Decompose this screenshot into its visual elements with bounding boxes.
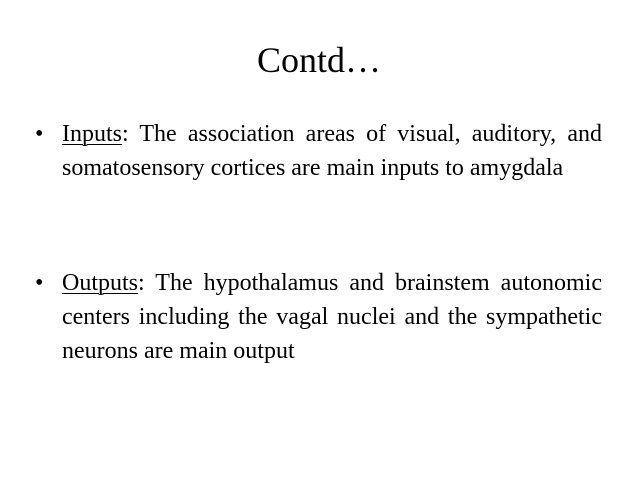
bullet-text-inputs: The association areas of visual, auditory, and somatosensory cortices are main inputs to amygdala — [62, 121, 602, 181]
bullet-separator: : — [138, 270, 145, 296]
slide-title: Contd… — [256, 40, 381, 80]
bullet-term-inputs: Inputs — [62, 121, 122, 147]
bullet-inputs — [35, 117, 602, 185]
bullet-marker: • — [35, 121, 44, 147]
bullet-separator: : — [122, 121, 129, 147]
bullet-text-outputs: The hypothalamus and brainstem autonomic centers including the vagal nuclei and the sympathetic neurons are main output — [62, 270, 602, 364]
bullet-outputs — [35, 266, 602, 368]
bullet-term-outputs: Outputs — [62, 270, 139, 296]
bullet-marker: • — [35, 270, 44, 296]
